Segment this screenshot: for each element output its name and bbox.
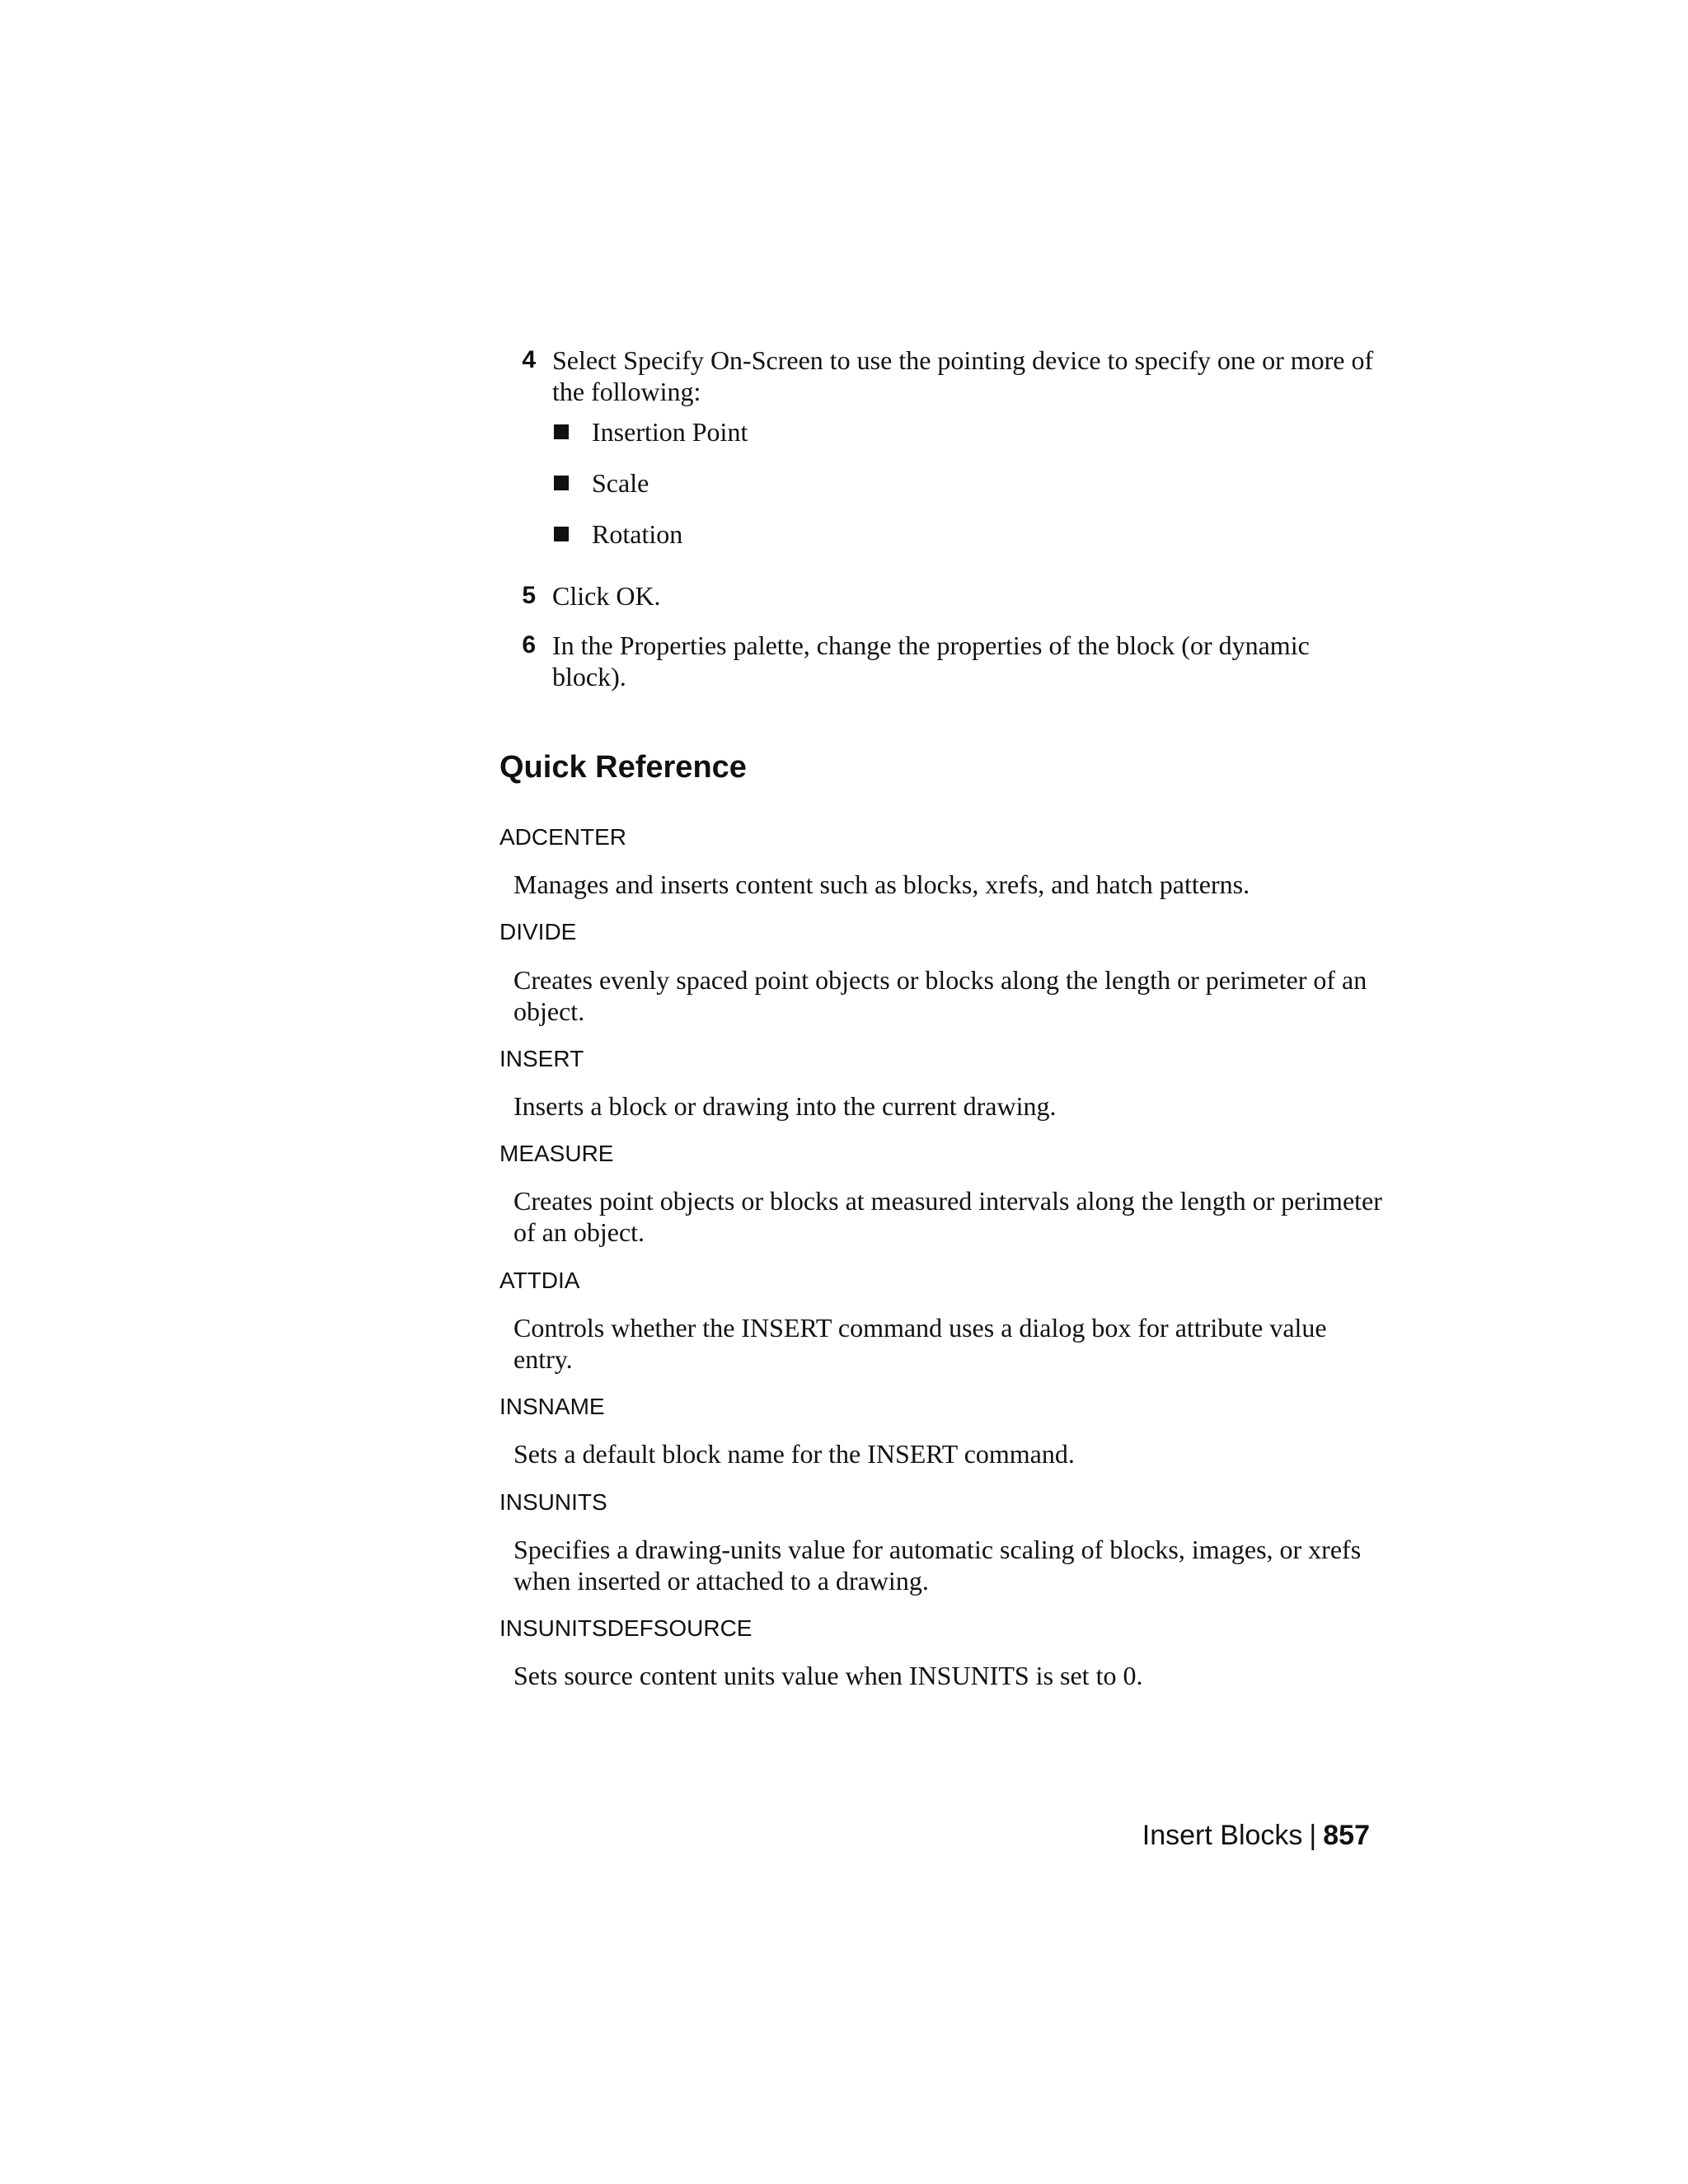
bullet-text: Rotation <box>592 519 683 549</box>
reference-term: MEASURE <box>499 1141 614 1166</box>
section-heading: Quick Reference <box>499 750 747 785</box>
square-bullet-icon <box>554 527 569 541</box>
reference-description: Specifies a drawing-units value for automatic scaling of blocks, images, or xrefs when inserted or attached to a drawing. <box>513 1535 1362 1596</box>
step-number: 6 <box>522 631 536 658</box>
step-text: In the Properties palette, change the properties of the block (or dynamic block). <box>552 630 1310 691</box>
reference-term: INSUNITSDEFSOURCE <box>499 1615 753 1641</box>
reference-description: Controls whether the INSERT command uses a dialog box for attribute value entry. <box>513 1313 1327 1374</box>
reference-description: Creates point objects or blocks at measured intervals along the length or perimeter of an object. <box>513 1186 1382 1247</box>
reference-description: Sets source content units value when INSUNITS is set to 0. <box>513 1661 1143 1690</box>
bullet-text: Scale <box>592 468 649 498</box>
reference-term: INSNAME <box>499 1394 605 1419</box>
bullet-text: Insertion Point <box>592 417 748 447</box>
page-footer <box>1142 1818 1370 1853</box>
step-text: Select Specify On-Screen to use the pointing device to specify one or more of the following: <box>552 345 1374 406</box>
reference-term: INSERT <box>499 1046 584 1071</box>
step-number: 5 <box>522 582 536 609</box>
reference-term: DIVIDE <box>499 919 577 944</box>
reference-term: ADCENTER <box>499 824 627 850</box>
step-number: 4 <box>522 346 536 373</box>
step-text: Click OK. <box>552 581 661 611</box>
reference-term: ATTDIA <box>499 1268 580 1293</box>
reference-term: INSUNITS <box>499 1489 607 1515</box>
page-number: 857 <box>1323 1820 1370 1851</box>
footer-section-title: Insert Blocks <box>1142 1820 1303 1851</box>
reference-description: Creates evenly spaced point objects or blocks along the length or perimeter of an object. <box>513 965 1367 1026</box>
reference-description: Inserts a block or drawing into the current drawing. <box>513 1091 1057 1121</box>
square-bullet-icon <box>554 424 569 439</box>
footer-separator: | <box>1309 1820 1317 1851</box>
reference-description: Manages and inserts content such as blocks, xrefs, and hatch patterns. <box>513 869 1250 899</box>
square-bullet-icon <box>554 476 569 490</box>
reference-description: Sets a default block name for the INSERT command. <box>513 1439 1075 1469</box>
